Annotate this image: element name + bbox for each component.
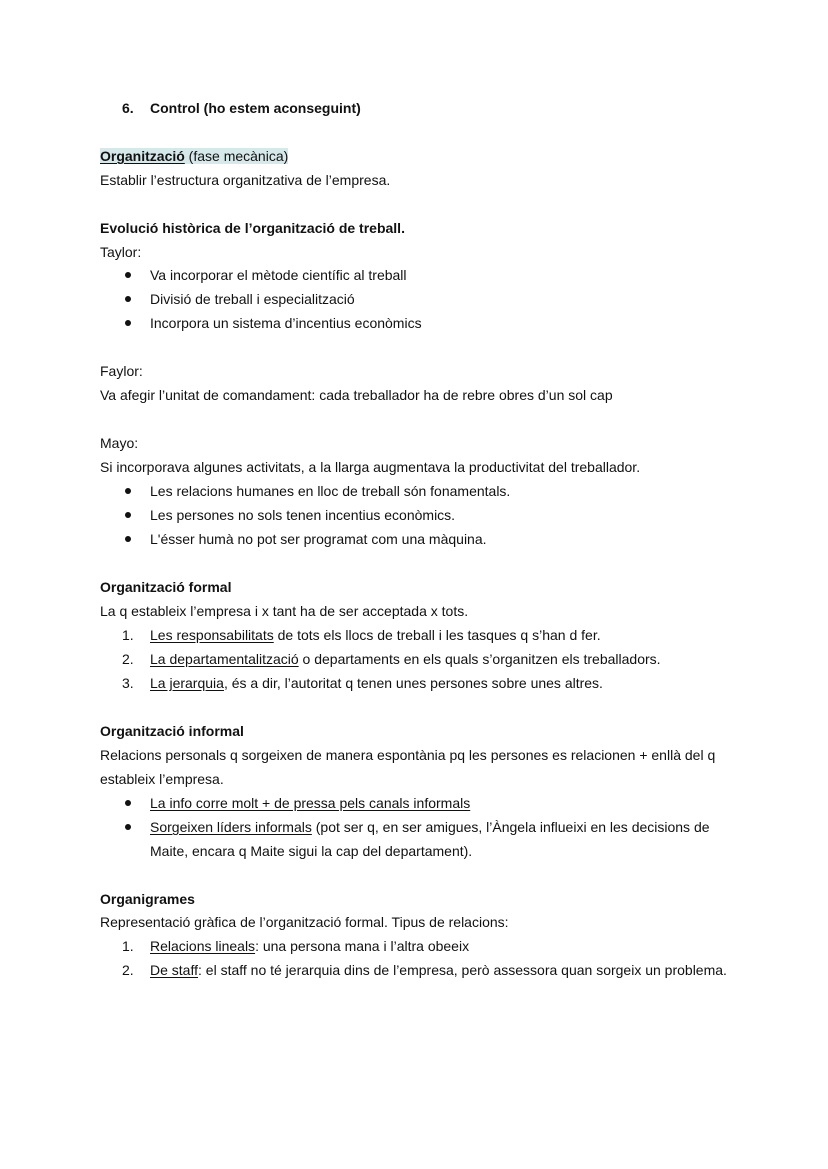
formal-item-underlined: La departamentalització	[150, 651, 299, 667]
formal-item-number: 3.	[122, 675, 134, 691]
formal-item-underlined: Les responsabilitats	[150, 627, 274, 643]
mayo-bullet: Les relacions humanes en lloc de treball són fonamentals.	[150, 483, 511, 499]
faylor-label: Faylor:	[100, 363, 143, 379]
mayo-text: Si incorporava algunes activitats, a la llarga augmentava la productivitat del treballador.	[100, 459, 641, 475]
informal-bullet: La info corre molt + de pressa pels canals informals	[150, 795, 471, 811]
mayo-bullet: Les persones no sols tenen incentius econòmics.	[150, 507, 456, 523]
organigrames-title: Organigrames	[100, 891, 195, 907]
control-number: 6.	[122, 100, 134, 116]
formal-item	[150, 626, 601, 644]
bullet-icon	[123, 314, 133, 332]
organigrames-item-number: 2.	[122, 962, 134, 978]
bullet-icon	[123, 818, 133, 836]
formal-text: La q estableix l’empresa i x tant ha de ser acceptada x tots.	[100, 603, 469, 619]
bullet-icon	[123, 506, 133, 524]
formal-item	[150, 650, 661, 668]
organigrames-item-rest: : el staff no té jerarquia dins de l’empresa, però assessora quan sorgeix un problema.	[198, 962, 727, 978]
informal-title: Organització informal	[100, 723, 244, 739]
informal-bullet	[150, 818, 710, 836]
organigrames-text: Representació gràfica de l’organització formal. Tipus de relacions:	[100, 914, 509, 930]
taylor-bullet: Incorpora un sistema d’incentius econòmics	[150, 315, 422, 331]
formal-item-rest: de tots els llocs de treball i les tasques q s’han d fer.	[273, 627, 601, 643]
organitzacio-label: Organització	[100, 148, 185, 164]
bullet-icon	[123, 266, 133, 284]
formal-item-rest: o departaments en els quals s’organitzen els treballadors.	[298, 651, 661, 667]
organigrames-item-rest: : una persona mana i l’altra obeeix	[255, 938, 470, 954]
organitzacio-description: Establir l’estructura organitzativa de l’empresa.	[100, 172, 391, 188]
informal-text-line1: Relacions personals q sorgeixen de manera espontània pq les persones es relacionen + enllà del q	[100, 747, 716, 763]
formal-item-number: 1.	[122, 627, 134, 643]
taylor-bullet: Va incorporar el mètode científic al treball	[150, 267, 407, 283]
mayo-label: Mayo:	[100, 435, 139, 451]
informal-text-line2: estableix l’empresa.	[100, 771, 224, 787]
formal-item-rest: , és a dir, l’autoritat q tenen unes persones sobre unes altres.	[223, 675, 603, 691]
control-heading: Control (ho estem aconseguint)	[150, 100, 361, 116]
informal-bullet-underlined: Sorgeixen líders informals	[150, 819, 312, 835]
informal-bullet-continuation: Maite, encara q Maite sigui la cap del departament).	[150, 843, 473, 859]
organigrames-item-number: 1.	[122, 938, 134, 954]
organitzacio-suffix: (fase mecànica)	[184, 148, 289, 164]
organigrames-item-underlined: Relacions lineals	[150, 938, 256, 954]
organigrames-item	[150, 961, 727, 979]
taylor-bullet: Divisió de treball i especialització	[150, 291, 355, 307]
formal-item	[150, 674, 603, 692]
bullet-icon	[123, 290, 133, 308]
bullet-icon	[123, 482, 133, 500]
formal-title: Organització formal	[100, 579, 232, 595]
formal-item-underlined: La jerarquia	[150, 675, 224, 691]
organigrames-item	[150, 937, 469, 955]
evolucio-title: Evolució històrica de l’organització de treball.	[100, 220, 405, 236]
formal-item-number: 2.	[122, 651, 134, 667]
taylor-label: Taylor:	[100, 244, 142, 260]
bullet-icon	[123, 794, 133, 812]
mayo-bullet: L'ésser humà no pot ser programat com una màquina.	[150, 531, 487, 547]
bullet-icon	[123, 530, 133, 548]
organitzacio-heading	[100, 147, 288, 165]
organigrames-item-underlined: De staff	[150, 962, 198, 978]
informal-bullet-rest: (pot ser q, en ser amigues, l’Àngela influeixi en les decisions de	[311, 819, 710, 835]
faylor-text: Va afegir l’unitat de comandament: cada treballador ha de rebre obres d’un sol cap	[100, 387, 613, 403]
